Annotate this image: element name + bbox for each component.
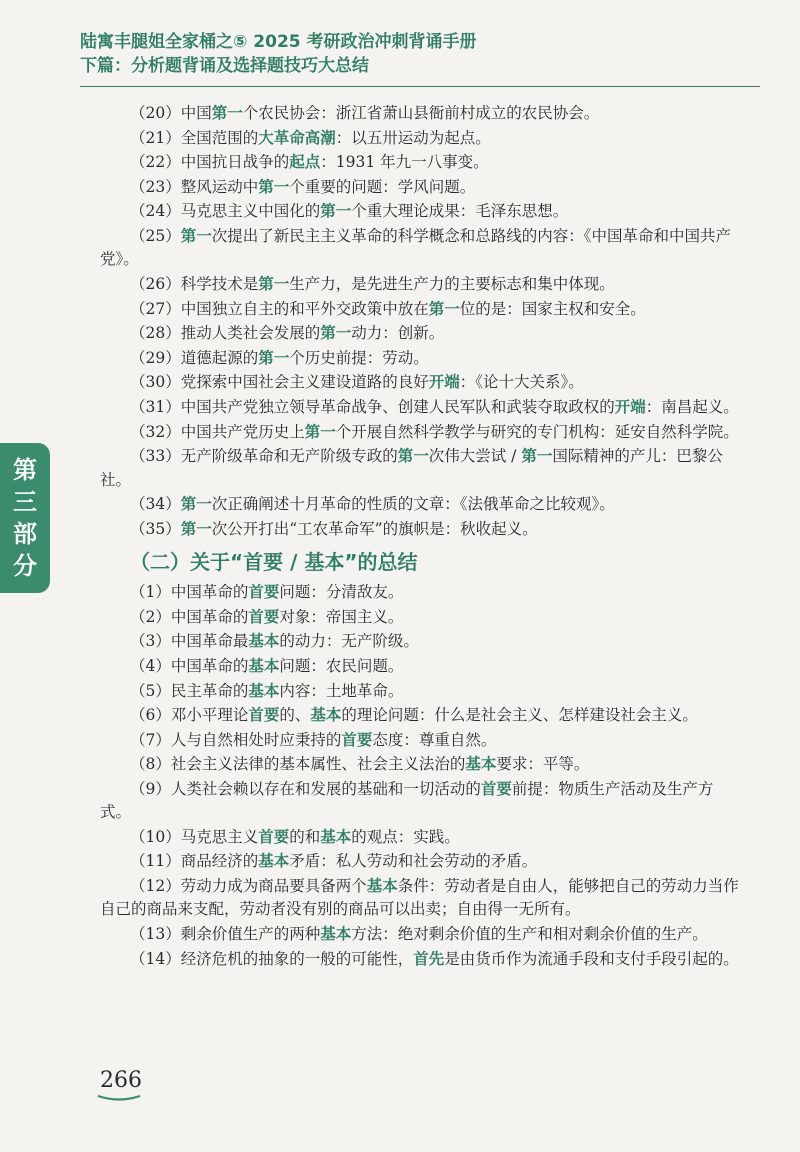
keyword-highlight: 起点 — [289, 153, 321, 172]
item-text: 条件：劳动者是自由人，能够把自己的劳动力当作自己的商品来支配，劳动者没有别的商品可以出卖；自由得一无所有。 — [100, 877, 739, 919]
book-title: 陆寓丰腿姐全家桶之⑤ 2025 考研政治冲刺背诵手册 — [80, 32, 477, 52]
item-text: （7）人与自然相处时应秉持的 — [130, 730, 342, 749]
item-text: 次正确阐述十月革命的性质的文章：《法俄革命之比较观》。 — [211, 495, 615, 514]
keyword-highlight: 首先 — [413, 949, 445, 968]
item-text: 国际精神的产儿：巴黎公社。 — [100, 447, 723, 489]
list-item — [100, 850, 742, 873]
page-number: 266 — [100, 1068, 142, 1093]
list-item — [100, 225, 742, 272]
keyword-highlight: 开端 — [428, 373, 460, 392]
item-text: （6）邓小平理论 — [130, 706, 249, 725]
keyword-highlight: 第一 — [258, 177, 290, 196]
item-text: （25） — [130, 226, 181, 245]
keyword-highlight: 基本 — [248, 681, 280, 700]
list-item — [100, 200, 742, 223]
item-text: 的观点：实践。 — [351, 827, 460, 846]
list-item — [100, 298, 742, 321]
list-item — [100, 347, 742, 370]
item-text: 的、 — [279, 706, 311, 725]
item-text: 对象：帝国主义。 — [279, 607, 404, 626]
item-text: 要求：平等。 — [496, 755, 590, 774]
item-text: 的理论问题：什么是社会主义、怎样建设社会主义。 — [341, 706, 698, 725]
keyword-highlight: 基本 — [248, 656, 280, 675]
keyword-highlight: 首要 — [248, 583, 280, 602]
item-text: （32）中国共产党历史上 — [130, 422, 305, 441]
list-item — [100, 176, 742, 199]
item-text: 位的是：国家主权和安全。 — [459, 299, 646, 318]
item-text: ：1931 年九一八事变。 — [320, 153, 489, 172]
keyword-highlight: 基本 — [465, 755, 497, 774]
keyword-highlight: 首要 — [480, 779, 512, 798]
item-text: （24）马克思主义中国化的 — [130, 202, 321, 221]
item-text: （5）民主革命的 — [130, 681, 249, 700]
item-text: 次伟大尝试 / — [428, 447, 522, 466]
item-text: ：南昌起义。 — [645, 397, 739, 416]
keyword-highlight: 首要 — [248, 607, 280, 626]
item-text: 矛盾：私人劳动和社会劳动的矛盾。 — [289, 852, 538, 871]
item-text: 个重大理论成果：毛泽东思想。 — [351, 202, 569, 221]
item-text: （1）中国革命的 — [130, 583, 249, 602]
list-item — [100, 630, 742, 653]
item-text: （3）中国革命最 — [130, 632, 249, 651]
item-text: （30）党探索中国社会主义建设道路的良好 — [130, 373, 429, 392]
item-text: 次公开打出“工农革命军”的旗帜是：秋收起义。 — [211, 519, 538, 538]
part-tab-char: 分 — [13, 552, 37, 580]
item-text: （4）中国革命的 — [130, 656, 249, 675]
keyword-highlight: 基本 — [320, 827, 352, 846]
keyword-highlight: 基本 — [366, 877, 398, 896]
item-text: （8）社会主义法律的基本属性、社会主义法治的 — [130, 755, 466, 774]
item-text: 个农民协会：浙江省萧山县衙前村成立的农民协会。 — [242, 104, 600, 122]
keyword-highlight: 基本 — [320, 925, 352, 944]
keyword-highlight: 第一 — [180, 495, 212, 514]
item-text: 的和 — [289, 827, 321, 846]
item-text: （11）商品经济的 — [130, 852, 259, 871]
item-text: （9）人类社会赖以存在和发展的基础和一切活动的 — [130, 779, 481, 798]
item-text: 动力：创新。 — [351, 324, 445, 343]
header-divider — [80, 86, 760, 87]
part-tab-char: 部 — [13, 520, 37, 548]
item-text: （31）中国共产党独立领导革命战争、创建人民军队和武装夺取政权的 — [130, 397, 615, 416]
keyword-highlight: 第一 — [428, 299, 460, 318]
item-text: （12）劳动力成为商品要具备两个 — [130, 877, 367, 896]
list-item — [100, 371, 742, 394]
item-text: 问题：农民问题。 — [279, 656, 404, 675]
keyword-highlight: 第一 — [397, 447, 429, 466]
list-item — [100, 322, 742, 345]
keyword-highlight: 基本 — [248, 632, 280, 651]
item-text: 个历史前提：劳动。 — [289, 348, 429, 367]
list-item — [100, 753, 742, 776]
running-header — [80, 30, 760, 78]
part-tab-char: 第 — [13, 456, 37, 484]
list-item — [100, 445, 742, 492]
list-item — [100, 581, 742, 604]
list-item — [100, 923, 742, 946]
item-text: （21）全国范围的 — [130, 128, 259, 147]
item-text: 生产力，是先进生产力的主要标志和集中体现。 — [289, 274, 615, 293]
item-text: 问题：分清敌友。 — [279, 583, 404, 602]
list-item — [100, 948, 742, 971]
item-text: ：《论十大关系》。 — [459, 373, 584, 392]
keyword-highlight: 第一 — [320, 324, 352, 343]
item-text: 次提出了新民主主义革命的科学概念和总路线的内容：《中国革命和中国共产党》。 — [100, 226, 732, 269]
list-item — [100, 102, 742, 125]
list-item — [100, 396, 742, 419]
item-text: （2）中国革命的 — [130, 607, 249, 626]
list-item — [100, 273, 742, 296]
item-text: （29）道德起源的 — [130, 348, 259, 367]
keyword-highlight: 首要 — [341, 730, 373, 749]
item-text: （33）无产阶级革命和无产阶级专政的 — [130, 447, 398, 466]
keyword-highlight: 开端 — [614, 397, 646, 416]
item-text: （26）科学技术是 — [130, 274, 259, 293]
item-text: （22）中国抗日战争的 — [130, 153, 290, 172]
list-item — [100, 127, 742, 150]
page-content — [100, 102, 742, 971]
item-text: 个开展自然科学教学与研究的专门机构：延安自然科学院。 — [335, 422, 739, 441]
item-text: （14）经济危机的抽象的一般的可能性， — [130, 949, 414, 968]
book-subtitle: 下篇：分析题背诵及选择题技巧大总结 — [80, 56, 369, 76]
list-item — [100, 729, 742, 752]
item-text: ：以五卅运动为起点。 — [335, 128, 491, 147]
keyword-highlight: 第一 — [320, 202, 352, 221]
keyword-highlight: 第一 — [304, 422, 336, 441]
list-item — [100, 875, 742, 922]
item-text: 方法：绝对剩余价值的生产和相对剩余价值的生产。 — [351, 925, 708, 944]
item-text: （27）中国独立自主的和平外交政策中放在 — [130, 299, 429, 318]
page-number-swoosh — [97, 1094, 141, 1102]
keyword-highlight: 基本 — [310, 706, 342, 725]
keyword-highlight: 第一 — [180, 226, 212, 245]
item-text: 的动力：无产阶级。 — [279, 632, 419, 651]
list-item — [100, 493, 742, 516]
item-text: 是由货币作为流通手段和支付手段引起的。 — [444, 949, 739, 968]
item-text: 内容：土地革命。 — [279, 681, 404, 700]
first-list — [100, 102, 742, 541]
list-item — [100, 151, 742, 174]
part-tab — [0, 443, 50, 593]
item-text: （35） — [130, 519, 181, 538]
list-item — [100, 606, 742, 629]
list-item — [100, 421, 742, 444]
list-item — [100, 518, 742, 541]
list-item — [100, 704, 742, 727]
item-text: 前提：物质生产活动及生产方式。 — [100, 779, 714, 822]
basic-list — [100, 581, 742, 971]
keyword-highlight: 第一 — [180, 519, 212, 538]
list-item — [100, 826, 742, 849]
keyword-highlight: 第一 — [258, 348, 290, 367]
keyword-highlight: 第一 — [211, 104, 243, 122]
keyword-highlight: 第一 — [521, 447, 553, 466]
list-item — [100, 655, 742, 678]
item-text: （28）推动人类社会发展的 — [130, 324, 321, 343]
keyword-highlight: 首要 — [248, 706, 280, 725]
item-text: （34） — [130, 495, 181, 514]
keyword-highlight: 大革命高潮 — [258, 128, 336, 147]
item-text: （20）中国 — [130, 104, 212, 122]
list-item — [100, 778, 742, 825]
item-text: （10）马克思主义 — [130, 827, 259, 846]
item-text: 态度：尊重自然。 — [372, 730, 497, 749]
item-text: （23）整风运动中 — [130, 177, 259, 196]
keyword-highlight: 基本 — [258, 852, 290, 871]
item-text: （13）剩余价值生产的两种 — [130, 925, 321, 944]
list-item — [100, 680, 742, 703]
section-heading: （二）关于“首要 / 基本”的总结 — [130, 550, 418, 575]
part-tab-char: 三 — [13, 488, 37, 516]
keyword-highlight: 首要 — [258, 827, 290, 846]
keyword-highlight: 第一 — [258, 274, 290, 293]
item-text: 个重要的问题：学风问题。 — [289, 177, 476, 196]
